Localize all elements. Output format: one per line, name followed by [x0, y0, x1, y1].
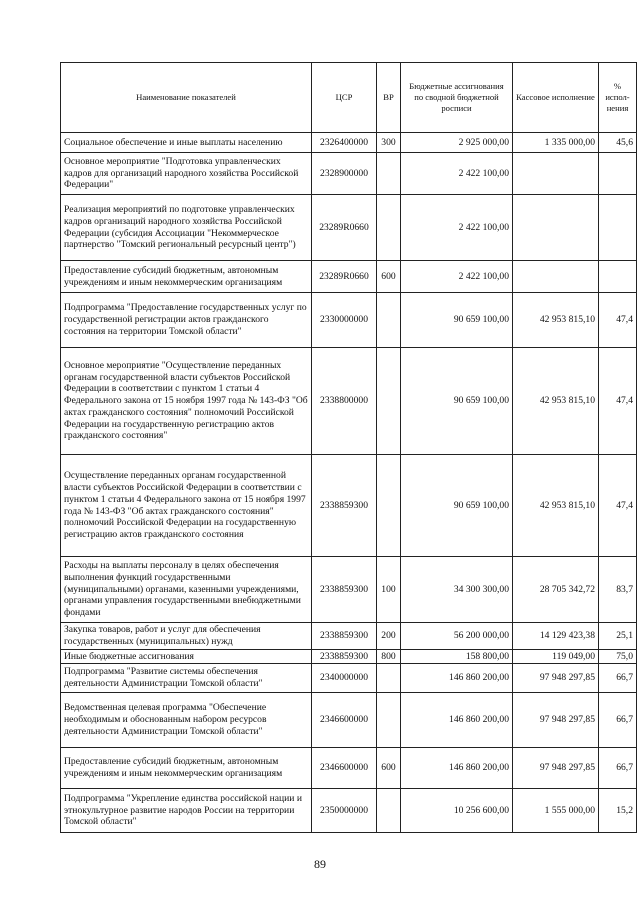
row-csr: 2330000000 [312, 293, 377, 348]
row-name: Реализация мероприятий по подготовке управленческих кадров организаций народного хозяйства Российской Федерации (субсидия Ассоциации "Некоммерческое партнерство "Томский региональный ресурсный центр") [61, 195, 312, 261]
row-vr: 600 [377, 748, 401, 789]
row-budget: 146 860 200,00 [401, 693, 513, 748]
row-budget: 2 422 100,00 [401, 153, 513, 195]
header-vr: ВР [377, 63, 401, 133]
row-budget: 90 659 100,00 [401, 455, 513, 557]
row-name: Закупка товаров, работ и услуг для обеспечения государственных (муниципальных) нужд [61, 623, 312, 650]
table-row [61, 455, 637, 557]
row-cash [513, 261, 599, 293]
row-vr: 600 [377, 261, 401, 293]
row-cash: 119 049,00 [513, 650, 599, 664]
row-name: Расходы на выплаты персоналу в целях обеспечения выполнения функций государственными (муниципальными) органами, казенными учреждениями, органами управления государственными внебюджетными фондами [61, 557, 312, 623]
budget-execution-table [60, 62, 637, 833]
row-budget: 10 256 600,00 [401, 789, 513, 833]
row-name: Социальное обеспечение и иные выплаты населению [61, 133, 312, 153]
table-row [61, 153, 637, 195]
row-name: Предоставление субсидий бюджетным, автономным учреждениям и иным некоммерческим организациям [61, 261, 312, 293]
table-row [61, 693, 637, 748]
row-percent: 15,2 [599, 789, 637, 833]
row-cash: 42 953 815,10 [513, 348, 599, 455]
row-budget: 2 422 100,00 [401, 261, 513, 293]
row-percent: 47,4 [599, 348, 637, 455]
row-percent: 25,1 [599, 623, 637, 650]
row-cash: 97 948 297,85 [513, 664, 599, 693]
row-vr [377, 293, 401, 348]
header-budget: Бюджетные ассигнования по сводной бюджетной росписи [401, 63, 513, 133]
table-row [61, 195, 637, 261]
row-name: Подпрограмма "Предоставление государственных услуг по государственной регистрации актов гражданского состояния на территории Томской области" [61, 293, 312, 348]
table-row [61, 261, 637, 293]
page-number: 89 [314, 857, 326, 871]
row-cash: 1 555 000,00 [513, 789, 599, 833]
row-cash [513, 195, 599, 261]
row-vr [377, 195, 401, 261]
table-row [61, 348, 637, 455]
row-budget: 2 422 100,00 [401, 195, 513, 261]
header-csr: ЦСР [312, 63, 377, 133]
row-csr: 2346600000 [312, 748, 377, 789]
row-percent: 83,7 [599, 557, 637, 623]
row-csr: 2338859300 [312, 650, 377, 664]
row-name: Основное мероприятие "Подготовка управленческих кадров для организаций народного хозяйства Российской Федерации" [61, 153, 312, 195]
row-csr: 2350000000 [312, 789, 377, 833]
row-name: Основное мероприятие "Осуществление переданных органам государственной власти субъектов Российской Федерации в соответствии с пунктом 1 статьи 4 Федерального закона от 15 ноября 1997 года № 143-ФЗ "Об актах гражданского состояния" полномочий Российской Федерации на государственную регистрацию актов гражданского состояния" [61, 348, 312, 455]
row-name: Подпрограмма "Укрепление единства российской нации и этнокультурное развитие народов России на территории Томской области" [61, 789, 312, 833]
row-vr [377, 455, 401, 557]
row-cash: 1 335 000,00 [513, 133, 599, 153]
row-name: Предоставление субсидий бюджетным, автономным учреждениям и иным некоммерческим организациям [61, 748, 312, 789]
row-cash: 97 948 297,85 [513, 748, 599, 789]
table-row [61, 293, 637, 348]
row-vr [377, 153, 401, 195]
table-row [61, 557, 637, 623]
row-percent: 75,0 [599, 650, 637, 664]
row-percent: 66,7 [599, 748, 637, 789]
row-budget: 2 925 000,00 [401, 133, 513, 153]
row-percent: 47,4 [599, 455, 637, 557]
row-name: Иные бюджетные ассигнования [61, 650, 312, 664]
row-vr: 800 [377, 650, 401, 664]
row-percent: 45,6 [599, 133, 637, 153]
row-csr: 2340000000 [312, 664, 377, 693]
header-cash: Кассовое исполнение [513, 63, 599, 133]
row-csr: 2338859300 [312, 557, 377, 623]
row-name: Подпрограмма "Развитие системы обеспечения деятельности Администрации Томской области" [61, 664, 312, 693]
row-budget: 146 860 200,00 [401, 664, 513, 693]
table-header-row [61, 63, 637, 133]
table-row [61, 664, 637, 693]
row-cash: 42 953 815,10 [513, 455, 599, 557]
row-csr: 2338859300 [312, 455, 377, 557]
row-budget: 56 200 000,00 [401, 623, 513, 650]
table-row [61, 789, 637, 833]
row-csr: 2338800000 [312, 348, 377, 455]
row-percent: 66,7 [599, 693, 637, 748]
row-csr: 2328900000 [312, 153, 377, 195]
row-vr: 200 [377, 623, 401, 650]
row-budget: 90 659 100,00 [401, 293, 513, 348]
row-cash: 14 129 423,38 [513, 623, 599, 650]
table-row [61, 748, 637, 789]
row-budget: 34 300 300,00 [401, 557, 513, 623]
row-vr [377, 693, 401, 748]
header-name: Наименование показателей [61, 63, 312, 133]
row-csr: 23289R0660 [312, 195, 377, 261]
row-percent [599, 195, 637, 261]
row-cash [513, 153, 599, 195]
row-percent: 66,7 [599, 664, 637, 693]
row-vr [377, 664, 401, 693]
row-cash: 28 705 342,72 [513, 557, 599, 623]
row-percent: 47,4 [599, 293, 637, 348]
row-csr: 2326400000 [312, 133, 377, 153]
row-budget: 146 860 200,00 [401, 748, 513, 789]
row-name: Осуществление переданных органам государственной власти субъектов Российской Федерации в соответствии с пунктом 1 статьи 4 Федерального закона от 15 ноября 1997 года № 143-ФЗ "Об актах гражданского состояния" полномочий Российской Федерации на государственную регистрацию актов гражданского состояния [61, 455, 312, 557]
row-vr [377, 348, 401, 455]
row-csr: 23289R0660 [312, 261, 377, 293]
row-vr [377, 789, 401, 833]
row-vr: 300 [377, 133, 401, 153]
table-row [61, 650, 637, 664]
row-csr: 2346600000 [312, 693, 377, 748]
header-percent: % испол-нения [599, 63, 637, 133]
row-cash: 97 948 297,85 [513, 693, 599, 748]
table-row [61, 133, 637, 153]
row-csr: 2338859300 [312, 623, 377, 650]
row-percent [599, 261, 637, 293]
row-budget: 158 800,00 [401, 650, 513, 664]
row-budget: 90 659 100,00 [401, 348, 513, 455]
row-vr: 100 [377, 557, 401, 623]
row-cash: 42 953 815,10 [513, 293, 599, 348]
row-name: Ведомственная целевая программа "Обеспечение необходимым и обоснованным набором ресурсов деятельности Администрации Томской области" [61, 693, 312, 748]
table-row [61, 623, 637, 650]
row-percent [599, 153, 637, 195]
